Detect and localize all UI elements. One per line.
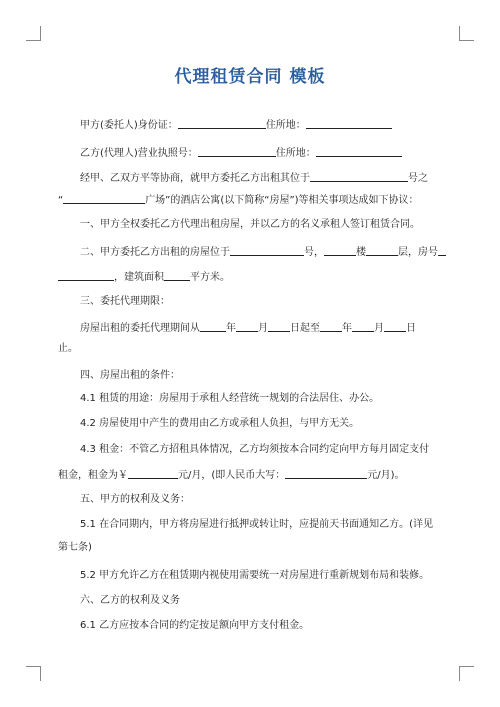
blank-rent-amount[interactable]: [128, 468, 178, 479]
crop-mark-bottom-left: [26, 666, 41, 681]
blank-end-year[interactable]: [320, 321, 342, 332]
blank-start-year[interactable]: [200, 321, 226, 332]
blank-number[interactable]: [230, 245, 304, 256]
blank-start-month[interactable]: [236, 321, 258, 332]
blank-address[interactable]: [306, 118, 392, 129]
blank-room[interactable]: [438, 245, 446, 256]
blank-end-month[interactable]: [352, 321, 374, 332]
blank-plaza[interactable]: [63, 193, 145, 204]
clause-6-1: 6.1 乙方应按本合同的约定按足额向甲方支付租金。: [80, 620, 310, 631]
clause-3-heading: 三、委托代理期限：: [80, 296, 170, 307]
agreement-intro-line: 经甲、乙双方平等协商，就甲方委托乙方出租其位于 号之: [80, 173, 428, 184]
blank-rent-uppercase[interactable]: [285, 468, 367, 479]
clause-3-term-line: 房屋出租的委托代理期间从 年 月 日起至 年 月 日: [80, 323, 416, 334]
crop-mark-top-left: [26, 26, 41, 41]
clause-1: 一、甲方全权委托乙方代理出租房屋，并以乙方的名义承租人签订租赁合同。: [80, 219, 420, 230]
crop-mark-bottom-right: [459, 666, 474, 681]
blank-building[interactable]: [324, 245, 356, 256]
clause-4-2: 4.2 房屋使用中产生的费用由乙方或承租人负担，与甲方无关。: [80, 418, 360, 429]
clause-5-2: 5.2 甲方允许乙方在租赁期内视使用需要统一对房屋进行重新规划布局和装修。: [80, 570, 430, 581]
crop-mark-top-right: [459, 26, 474, 41]
clause-2-cont: ，建筑面积 平方米。: [58, 270, 450, 284]
blank-address[interactable]: [316, 146, 402, 157]
clause-3-cont: 止。: [58, 343, 78, 354]
blank-room-cont[interactable]: [58, 270, 114, 281]
clause-4-1: 4.1 租赁的用途：房屋用于承租人经营统一规划的合法居住、办公。: [80, 393, 380, 404]
blank-floor[interactable]: [366, 245, 398, 256]
blank-location[interactable]: [310, 171, 408, 182]
clause-4-3-cont: 租金，租金为￥ 元/月，(即人民币大写： 元/月)。: [58, 470, 405, 481]
clause-6-heading: 六、乙方的权利及义务: [80, 595, 180, 606]
agreement-intro-cont: “ 广场”的酒店公寓(以下简称“房屋”)等相关事项达成如下协议：: [58, 195, 419, 206]
blank-start-day[interactable]: [268, 321, 290, 332]
document-title: 代理租赁合同 模板: [174, 67, 326, 87]
clause-5-heading: 五、甲方的权利及义务：: [80, 494, 190, 505]
clause-2-line: 二、甲方委托乙方出租的房屋位于 号， 楼 层，房号: [80, 245, 450, 259]
clause-4-heading: 四、房屋出租的条件：: [80, 370, 180, 381]
clause-4-3: 4.3 租金：不管乙方招租具体情况，乙方均须按本合同约定向甲方每月固定支付: [80, 444, 430, 455]
clause-5-1-cont: 第七条): [58, 542, 92, 553]
blank-area[interactable]: [164, 270, 190, 281]
party-a-id-line: 甲方(委托人)身份证： 住所地：: [80, 118, 450, 132]
blank-id[interactable]: [178, 118, 266, 129]
party-b-license-line: 乙方(代理人)营业执照号： 住所地：: [80, 146, 450, 160]
blank-license[interactable]: [198, 146, 276, 157]
clause-5-1: 5.1 在合同期内，甲方将房屋进行抵押或转让时，应提前天书面通知乙方。(详见: [80, 519, 433, 530]
blank-end-day[interactable]: [384, 321, 406, 332]
